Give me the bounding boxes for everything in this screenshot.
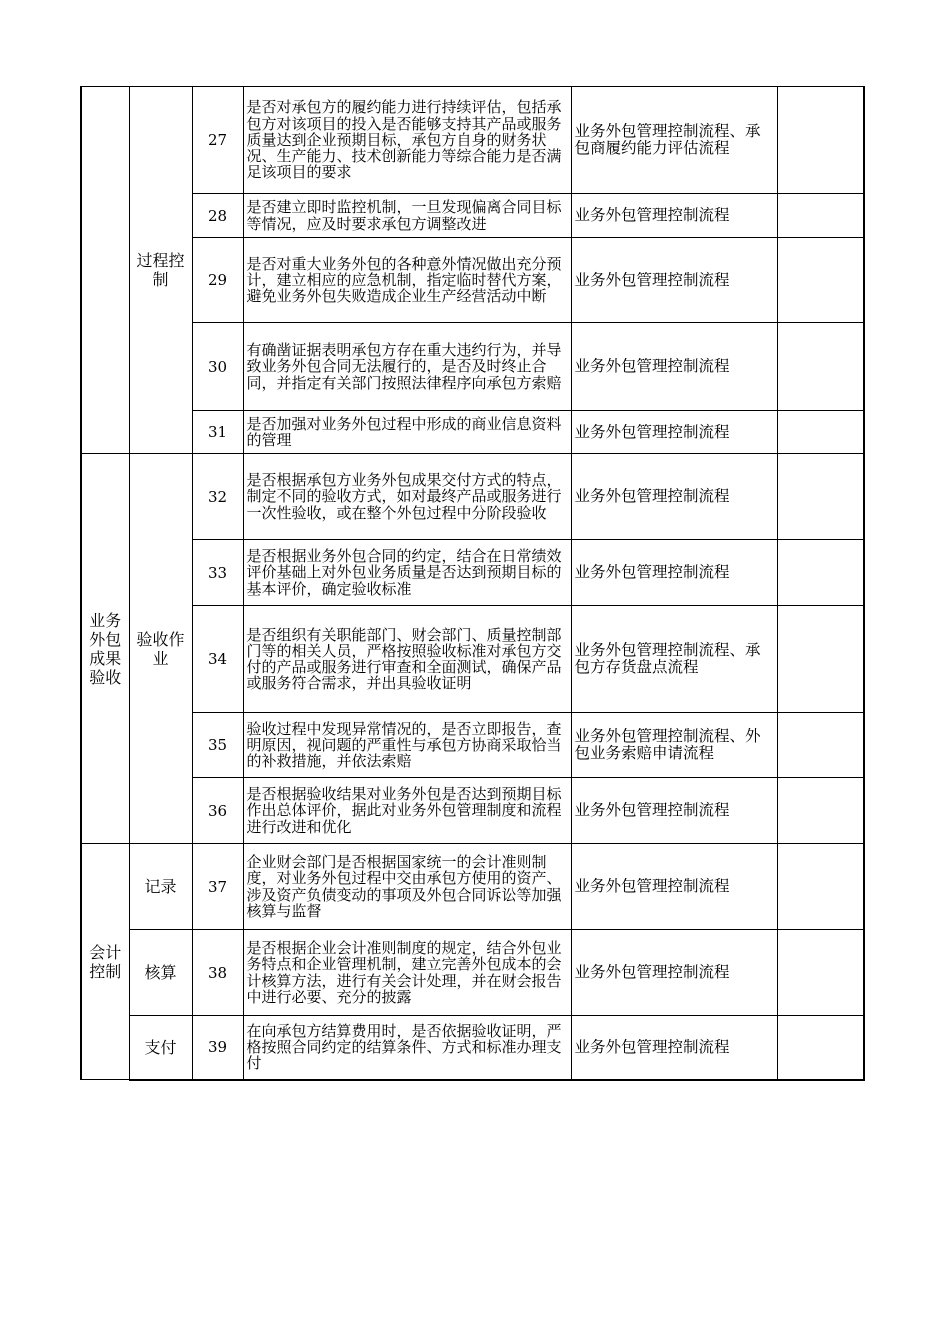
related-flow: 业务外包管理控制流程、承包方存货盘点流程 (571, 606, 777, 713)
table-row (81, 844, 864, 930)
category-cell-process (81, 87, 129, 454)
control-question: 验收过程中发现异常情况的，是否立即报告，查明原因，视问题的严重性与承包方协商采取恰当的补救措施，并依法索赔 (243, 713, 571, 778)
result-cell (777, 238, 864, 323)
related-flow: 业务外包管理控制流程 (571, 778, 777, 844)
result-cell (777, 713, 864, 778)
row-number: 36 (192, 778, 243, 844)
category-cell: 业务外包成果验收 (81, 454, 129, 844)
control-question: 是否根据验收结果对业务外包是否达到预期目标作出总体评价，据此对业务外包管理制度和流程进行改进和优化 (243, 778, 571, 844)
control-question: 是否对重大业务外包的各种意外情况做出充分预计，建立相应的应急机制，指定临时替代方案，避免业务外包失败造成企业生产经营活动中断 (243, 238, 571, 323)
control-question: 在向承包方结算费用时，是否依据验收证明，严格按照合同约定的结算条件、方式和标准办理支付 (243, 1016, 571, 1080)
control-question: 企业财会部门是否根据国家统一的会计准则制度，对业务外包过程中交由承包方使用的资产、涉及资产负债变动的事项及外包合同诉讼等加强核算与监督 (243, 844, 571, 930)
row-number: 30 (192, 323, 243, 411)
result-cell (777, 87, 864, 194)
related-flow: 业务外包管理控制流程 (571, 1016, 777, 1080)
related-flow: 业务外包管理控制流程 (571, 930, 777, 1016)
result-cell (777, 844, 864, 930)
result-cell (777, 454, 864, 540)
table-row (81, 238, 864, 323)
result-cell (777, 540, 864, 606)
control-question: 是否对承包方的履约能力进行持续评估，包括承包方对该项目的投入是否能够支持其产品或服务质量达到企业预期目标，承包方自身的财务状况、生产能力、技术创新能力等综合能力是否满足该项目的要求 (243, 87, 571, 194)
row-number: 39 (192, 1016, 243, 1080)
related-flow: 业务外包管理控制流程 (571, 844, 777, 930)
table-row (81, 411, 864, 454)
control-question: 有确凿证据表明承包方存在重大违约行为，并导致业务外包合同无法履行的，是否及时终止合同，并指定有关部门按照法律程序向承包方索赔 (243, 323, 571, 411)
control-question: 是否根据企业会计准则制度的规定，结合外包业务特点和企业管理机制，建立完善外包成本的会计核算方法，进行有关会计处理，并在财会报告中进行必要、充分的披露 (243, 930, 571, 1016)
related-flow: 业务外包管理控制流程、承包商履约能力评估流程 (571, 87, 777, 194)
table-row (81, 540, 864, 606)
control-question: 是否根据承包方业务外包成果交付方式的特点，制定不同的验收方式，如对最终产品或服务进行一次性验收，或在整个外包过程中分阶段验收 (243, 454, 571, 540)
row-number: 27 (192, 87, 243, 194)
result-cell (777, 323, 864, 411)
result-cell (777, 606, 864, 713)
row-number: 32 (192, 454, 243, 540)
table-row (81, 606, 864, 713)
control-checklist-table (80, 86, 865, 1081)
row-number: 35 (192, 713, 243, 778)
row-number: 28 (192, 194, 243, 238)
table-row (81, 454, 864, 540)
related-flow: 业务外包管理控制流程 (571, 454, 777, 540)
table-row (81, 930, 864, 1016)
table-row (81, 194, 864, 238)
table-row (81, 323, 864, 411)
subcategory-cell: 核算 (129, 930, 192, 1016)
result-cell (777, 411, 864, 454)
row-number: 38 (192, 930, 243, 1016)
table-row (81, 778, 864, 844)
related-flow: 业务外包管理控制流程、外包业务索赔申请流程 (571, 713, 777, 778)
result-cell (777, 194, 864, 238)
related-flow: 业务外包管理控制流程 (571, 238, 777, 323)
related-flow: 业务外包管理控制流程 (571, 411, 777, 454)
control-question: 是否根据业务外包合同的约定，结合在日常绩效评价基础上对外包业务质量是否达到预期目标的基本评价，确定验收标准 (243, 540, 571, 606)
subcategory-cell: 记录 (129, 844, 192, 930)
row-number: 31 (192, 411, 243, 454)
control-question: 是否组织有关职能部门、财会部门、质量控制部门等的相关人员，严格按照验收标准对承包方交付的产品或服务进行审查和全面测试，确保产品或服务符合需求，并出具验收证明 (243, 606, 571, 713)
result-cell (777, 930, 864, 1016)
subcategory-cell: 支付 (129, 1016, 192, 1080)
control-question: 是否加强对业务外包过程中形成的商业信息资料的管理 (243, 411, 571, 454)
row-number: 33 (192, 540, 243, 606)
category-cell: 会计控制 (81, 844, 129, 1080)
table-row (81, 1016, 864, 1080)
subcategory-cell: 过程控制 (129, 87, 192, 454)
table-row (81, 713, 864, 778)
subcategory-cell: 验收作业 (129, 454, 192, 844)
related-flow: 业务外包管理控制流程 (571, 323, 777, 411)
table-row (81, 87, 864, 194)
result-cell (777, 778, 864, 844)
row-number: 34 (192, 606, 243, 713)
related-flow: 业务外包管理控制流程 (571, 194, 777, 238)
row-number: 37 (192, 844, 243, 930)
control-question: 是否建立即时监控机制，一旦发现偏离合同目标等情况，应及时要求承包方调整改进 (243, 194, 571, 238)
result-cell (777, 1016, 864, 1080)
related-flow: 业务外包管理控制流程 (571, 540, 777, 606)
row-number: 29 (192, 238, 243, 323)
